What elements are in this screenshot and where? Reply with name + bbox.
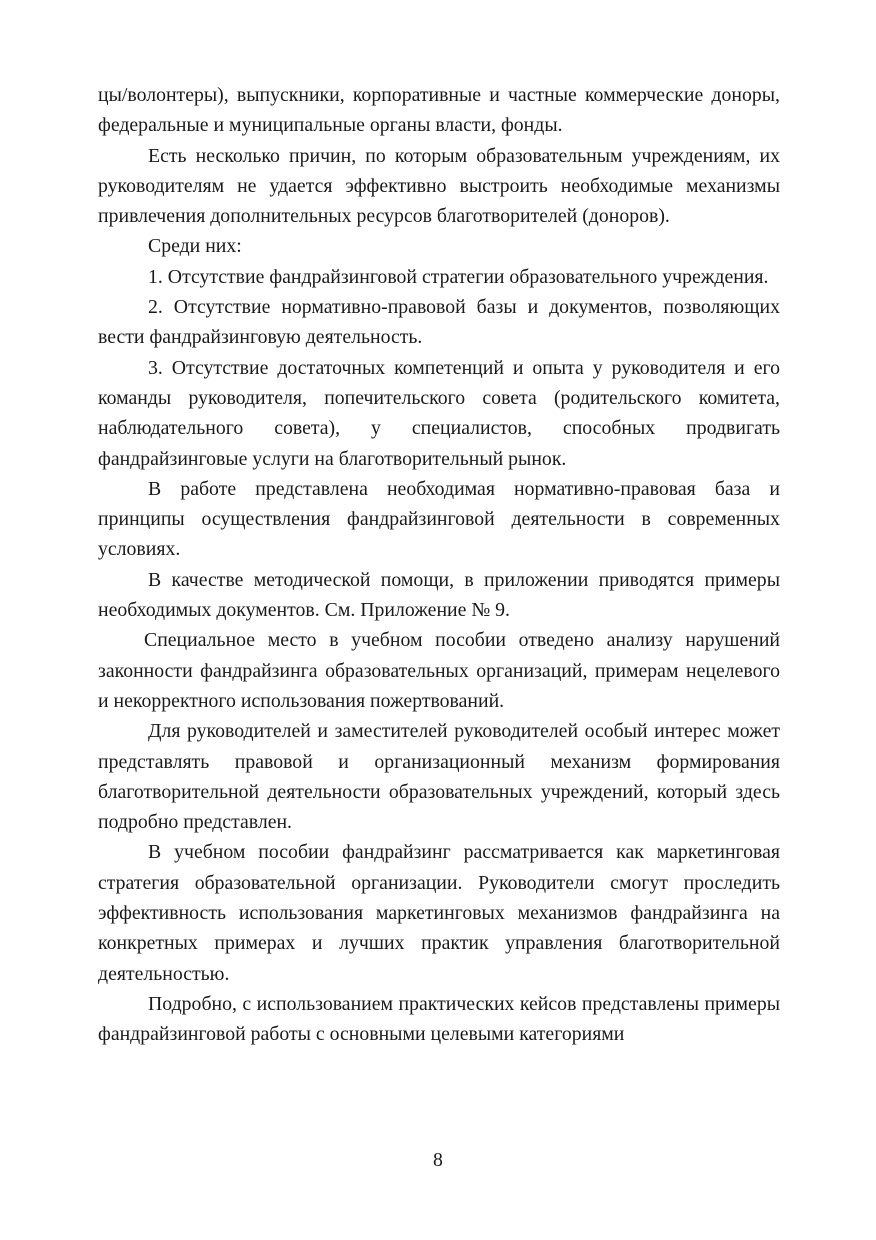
- body-text: [98, 80, 780, 1050]
- paragraph-managers-interest: Для руководителей и заместителей руководителей особый интерес может представлять правовой и организационный механизм формирования благотворительной деятельности образовательных учреждений, который здесь подробно представлен.: [98, 720, 780, 834]
- paragraph-marketing-strategy: В учебном пособии фандрайзинг рассматривается как маркетинговая стратегия образовательной организации. Руководители смогут проследить эффективность использования маркетинговых механизмов фандрайзинга на конкретных примерах и лучших практик управления благотворительной деятельностью.: [98, 841, 780, 985]
- paragraph-special-place: Специальное место в учебном пособии отведено анализу нарушений законности фандрайзинга образовательных организаций, примерам нецелевого и некорректного использования пожертвований.: [98, 629, 780, 712]
- paragraph-among-them: Среди них:: [148, 235, 242, 258]
- list-item-3: 3. Отсутствие достаточных компетенций и опыта у руководителя и его команды руководителя, попечительского совета (родительского комитета, наблюдательного совета), у специалистов, способных продвигать фандрайзинговые услуги на благотворительный рынок.: [98, 356, 780, 470]
- paragraph-continuation: цы/волонтеры), выпускники, корпоративные и частные коммерческие доноры, федеральные и муниципальные органы власти, фонды.: [98, 84, 780, 137]
- paragraph-legal-base: В работе представлена необходимая нормативно-правовая база и принципы осуществления фандрайзинговой деятельности в современных условиях.: [98, 477, 780, 561]
- paragraph-reasons-intro: Есть несколько причин, по которым образовательным учреждениям, их руководителям не удается эффективно выстроить необходимые механизмы привлечения дополнительных ресурсов благотворителей (доноров).: [98, 144, 780, 228]
- list-item-2: 2. Отсутствие нормативно-правовой базы и документов, позволяющих вести фандрайзинговую деятельность.: [98, 296, 780, 349]
- paragraph-methodical-help: В качестве методической помощи, в приложении приводятся примеры необходимых документов. См. Приложение № 9.: [98, 568, 780, 622]
- list-item-1: 1. Отсутствие фандрайзинговой стратегии образовательного учреждения.: [148, 265, 769, 288]
- page-number: 8: [433, 1149, 443, 1171]
- paragraph-cases: Подробно, с использованием практических кейсов представлены примеры фандрайзинговой работы с основными целевыми категориями: [98, 992, 780, 1046]
